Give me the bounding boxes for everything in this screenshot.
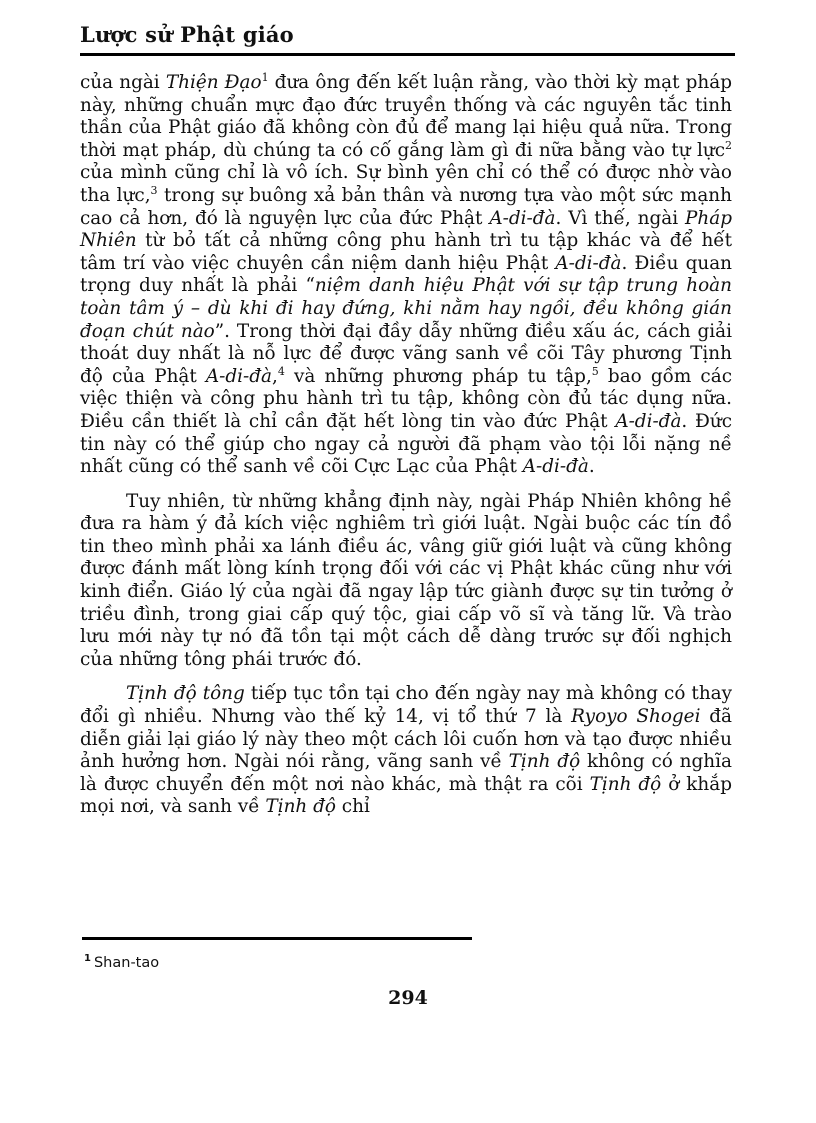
footnote-text: Shan-tao (93, 954, 160, 971)
italic-text: Tịnh độ (589, 773, 662, 795)
text-segment: của mình cũng chỉ là vô ích. Sự bình yên chỉ có thể có được nhờ vào tha lực, (80, 162, 732, 206)
italic-text: A-di-đà (489, 207, 556, 229)
italic-text: Tịnh độ (265, 796, 336, 818)
text-segment: . Điều quan trọng duy nhất là phải “ (80, 252, 732, 297)
footnote-number: 1 (84, 953, 91, 964)
footnote-marker: 5 (591, 364, 599, 378)
footnote (84, 953, 159, 971)
footnote-rule (82, 937, 472, 940)
running-header: Lược sử Phật giáo (80, 22, 294, 47)
body-text (80, 72, 732, 831)
text-segment: đã diễn giải lại giáo lý này theo một cách lôi cuốn hơn và tạo được nhiều ảnh hưởng hơn. Ngài nói rằng, vãng sanh về (80, 706, 732, 773)
text-segment: và những phương pháp tu tập, (284, 365, 592, 387)
italic-text: Tịnh độ tông (126, 683, 245, 705)
italic-text: Tịnh độ (508, 751, 581, 773)
text-segment: , (272, 365, 278, 387)
text-segment: tiếp tục tồn tại cho đến ngày nay mà không có thay đổi gì nhiều. Nhưng vào thế kỷ 14, vị tổ thứ 7 là (80, 683, 733, 728)
text-segment: ”. Trong thời đại đầy dẫy những điều xấu ác, cách giải thoát duy nhất là nỗ lực để được vãng sanh về cõi Tây phương Tịnh độ của Phật (80, 320, 733, 387)
page-number: 294 (388, 987, 428, 1009)
text-segment: của ngài (80, 72, 166, 93)
italic-text: A-di-đà (615, 410, 682, 432)
text-segment: đưa ông đến kết luận rằng, vào thời kỳ mạt pháp này, những chuẩn mực đạo đức truyền thống và các nguyên tắc tinh thần của Phật giáo đã không còn đủ để mang lại hiệu quả nữa. Trong thời mạt pháp, dù chúng ta có cố gắng làm gì đi nữa bằng vào tự lực (80, 72, 733, 161)
text-segment: . (588, 456, 595, 478)
italic-text: niệm danh hiệu Phật với sự tập trung hoàn toàn tâm ý – dù khi đi hay đứng, khi nằm hay ngồi, đều không gián đoạn chút nào (80, 275, 732, 342)
text-segment: bao gồm các việc thiện và công phu hành trì tu tập, không còn đủ tác dụng nữa. Điều cần thiết là chỉ cần đặt hết lòng tin vào đức Phật (80, 365, 732, 432)
text-segment: ở khắp mọi nơi, và sanh về (80, 773, 732, 818)
italic-text: A-di-đà (205, 365, 272, 387)
header-rule (80, 53, 735, 56)
italic-text: Thiện Đạo (165, 72, 262, 93)
text-segment: . Đức tin này có thể giúp cho ngay cả người đã phạm vào tội lỗi nặng nề nhất cũng có thể sanh về cõi Cực Lạc của Phật (80, 410, 732, 478)
footnote-marker: 4 (277, 364, 285, 378)
text-segment: từ bỏ tất cả những công phu hành trì tu tập khác và để hết tâm trí vào việc chuyên cần niệm danh hiệu Phật (80, 230, 732, 274)
footnote-marker: 2 (725, 138, 732, 152)
italic-text: A-di-đà (555, 252, 622, 274)
footnote-marker: 1 (261, 70, 269, 84)
paragraph (80, 72, 732, 479)
text-segment: . Vì thế, ngài (555, 207, 686, 229)
italic-text: A-di-đà (522, 456, 589, 478)
paragraph (80, 491, 732, 672)
text-segment: không có nghĩa là được chuyển đến một nơi nào khác, mà thật ra cõi (80, 751, 732, 795)
text-segment: trong sự buông xả bản thân và nương tựa vào một sức mạnh cao cả hơn, đó là nguyện lực của đức Phật (80, 184, 732, 229)
footnote-marker: 3 (150, 183, 158, 197)
text-segment: Tuy nhiên, từ những khẳng định này, ngài Pháp Nhiên không hề đưa ra hàm ý đả kích việc nghiêm trì giới luật. Ngài buộc các tín đồ tin theo mình phải xa lánh điều ác, vâng giữ giới luật và cũng không được đánh mất lòng kính trọng đối với các vị Phật khác cũng như với kinh điển. Giáo lý của ngài đã ngay lập tức giành được sự tin tưởng ở triều đình, trong giai cấp quý tộc, giai cấp võ sĩ và tăng lữ. Và trào lưu mới này tự nó đã tồn tại một cách dễ dàng trước sự đối nghịch của những tông phái trước đó. (80, 490, 732, 670)
italic-text: Pháp Nhiên (80, 207, 732, 252)
paragraph (80, 683, 732, 819)
text-segment: chỉ (335, 796, 370, 818)
italic-text: Ryoyo Shogei (571, 706, 701, 728)
